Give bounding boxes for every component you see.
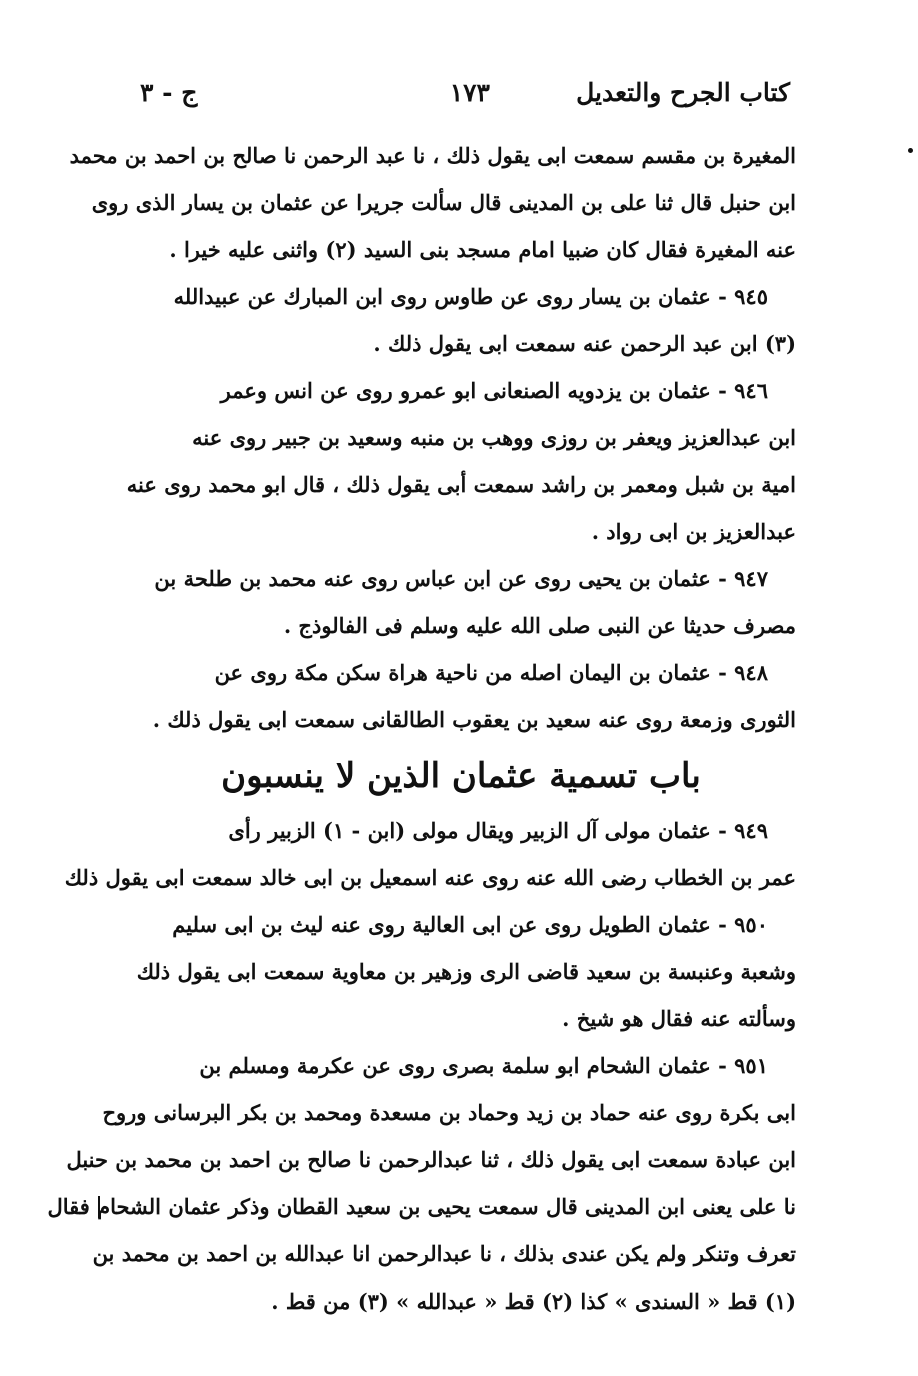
text-line: وسألته عنه فقال هو شيخ . xyxy=(562,1006,796,1031)
text-line: مصرف حديثا عن النبى صلى الله عليه وسلم فى الفالوذج . xyxy=(283,613,796,638)
text-line: عبدالعزيز بن ابى رواد . xyxy=(591,519,796,544)
page-header xyxy=(130,78,790,124)
volume-label: ج - ٣ xyxy=(140,78,198,107)
text-line: ابن حنبل قال ثنا على بن المدينى قال سألت جريرا عن عثمان بن يسار الذى روى xyxy=(91,190,796,215)
entry-line: ٩٤٥ - عثمان بن يسار روى عن طاوس روى ابن المبارك عن عبيدالله xyxy=(173,284,768,309)
text-line: ابى بكرة روى عنه حماد بن زيد وحماد بن مسعدة ومحمد بن بكر البرسانى وروح xyxy=(102,1100,796,1125)
margin-dot xyxy=(908,148,913,153)
text-line: ابن عبادة سمعت ابى يقول ذلك ، ثنا عبدالرحمن نا صالح بن احمد بن محمد بن حنبل xyxy=(66,1147,796,1172)
entry-line: ٩٤٨ - عثمان بن اليمان اصله من ناحية هراة سكن مكة روى عن xyxy=(214,660,768,685)
text-line: المغيرة بن مقسم سمعت ابى يقول ذلك ، نا عبد الرحمن نا صالح بن احمد بن محمد xyxy=(69,143,796,168)
text-line: نا على يعنى ابن المدينى قال سمعت يحيى بن سعيد القطان وذكر عثمان الشحام فقال xyxy=(47,1194,796,1219)
page-body xyxy=(47,132,796,1277)
entry-line: ٩٤٩ - عثمان مولى آل الزبير ويقال مولى (ابن - ١) الزبير رأى xyxy=(228,818,768,843)
text-line: عنه المغيرة فقال كان ضبيا امام مسجد بنى السيد (٢) واثنى عليه خيرا . xyxy=(169,237,796,262)
entry-line: ٩٤٦ - عثمان بن يزدويه الصنعانى ابو عمرو روى عن انس وعمر xyxy=(220,378,768,403)
entry-line: ٩٥٠ - عثمان الطويل روى عن ابى العالية روى عنه ليث بن ابى سليم xyxy=(172,912,768,937)
book-title: كتاب الجرح والتعديل xyxy=(576,78,790,107)
text-line: عمر بن الخطاب رضى الله عنه روى عنه اسمعيل بن ابى خالد سمعت ابى يقول ذلك xyxy=(64,865,796,890)
text-line: الثورى وزمعة روى عنه سعيد بن يعقوب الطالقانى سمعت ابى يقول ذلك . xyxy=(152,707,796,732)
text-line: تعرف وتنكر ولم يكن عندى بذلك ، نا عبدالرحمن انا عبدالله بن احمد بن محمد بن xyxy=(92,1241,796,1266)
text-line: امية بن شبل ومعمر بن راشد سمعت أبى يقول ذلك ، قال ابو محمد روى عنه xyxy=(126,472,796,497)
text-line: ابن عبدالعزيز ويعفر بن روزى ووهب بن منبه وسعيد بن جبير روى عنه xyxy=(192,425,796,450)
text-line: (٣) ابن عبد الرحمن عنه سمعت ابى يقول ذلك . xyxy=(373,331,796,356)
entry-line: ٩٥١ - عثمان الشحام ابو سلمة بصرى روى عن عكرمة ومسلم بن xyxy=(199,1053,768,1078)
page-number: ١٧٣ xyxy=(449,78,490,107)
entry-line: ٩٤٧ - عثمان بن يحيى روى عن ابن عباس روى عنه محمد بن طلحة بن xyxy=(154,566,768,591)
section-heading: باب تسمية عثمان الذين لا ينسبون xyxy=(221,756,701,796)
footnote: (١) قط « السندى » كذا (٢) قط « عبدالله » (٣) من قط . xyxy=(271,1289,796,1314)
text-line: وشعبة وعنبسة بن سعيد قاضى الرى وزهير بن معاوية سمعت ابى يقول ذلك xyxy=(136,959,796,984)
